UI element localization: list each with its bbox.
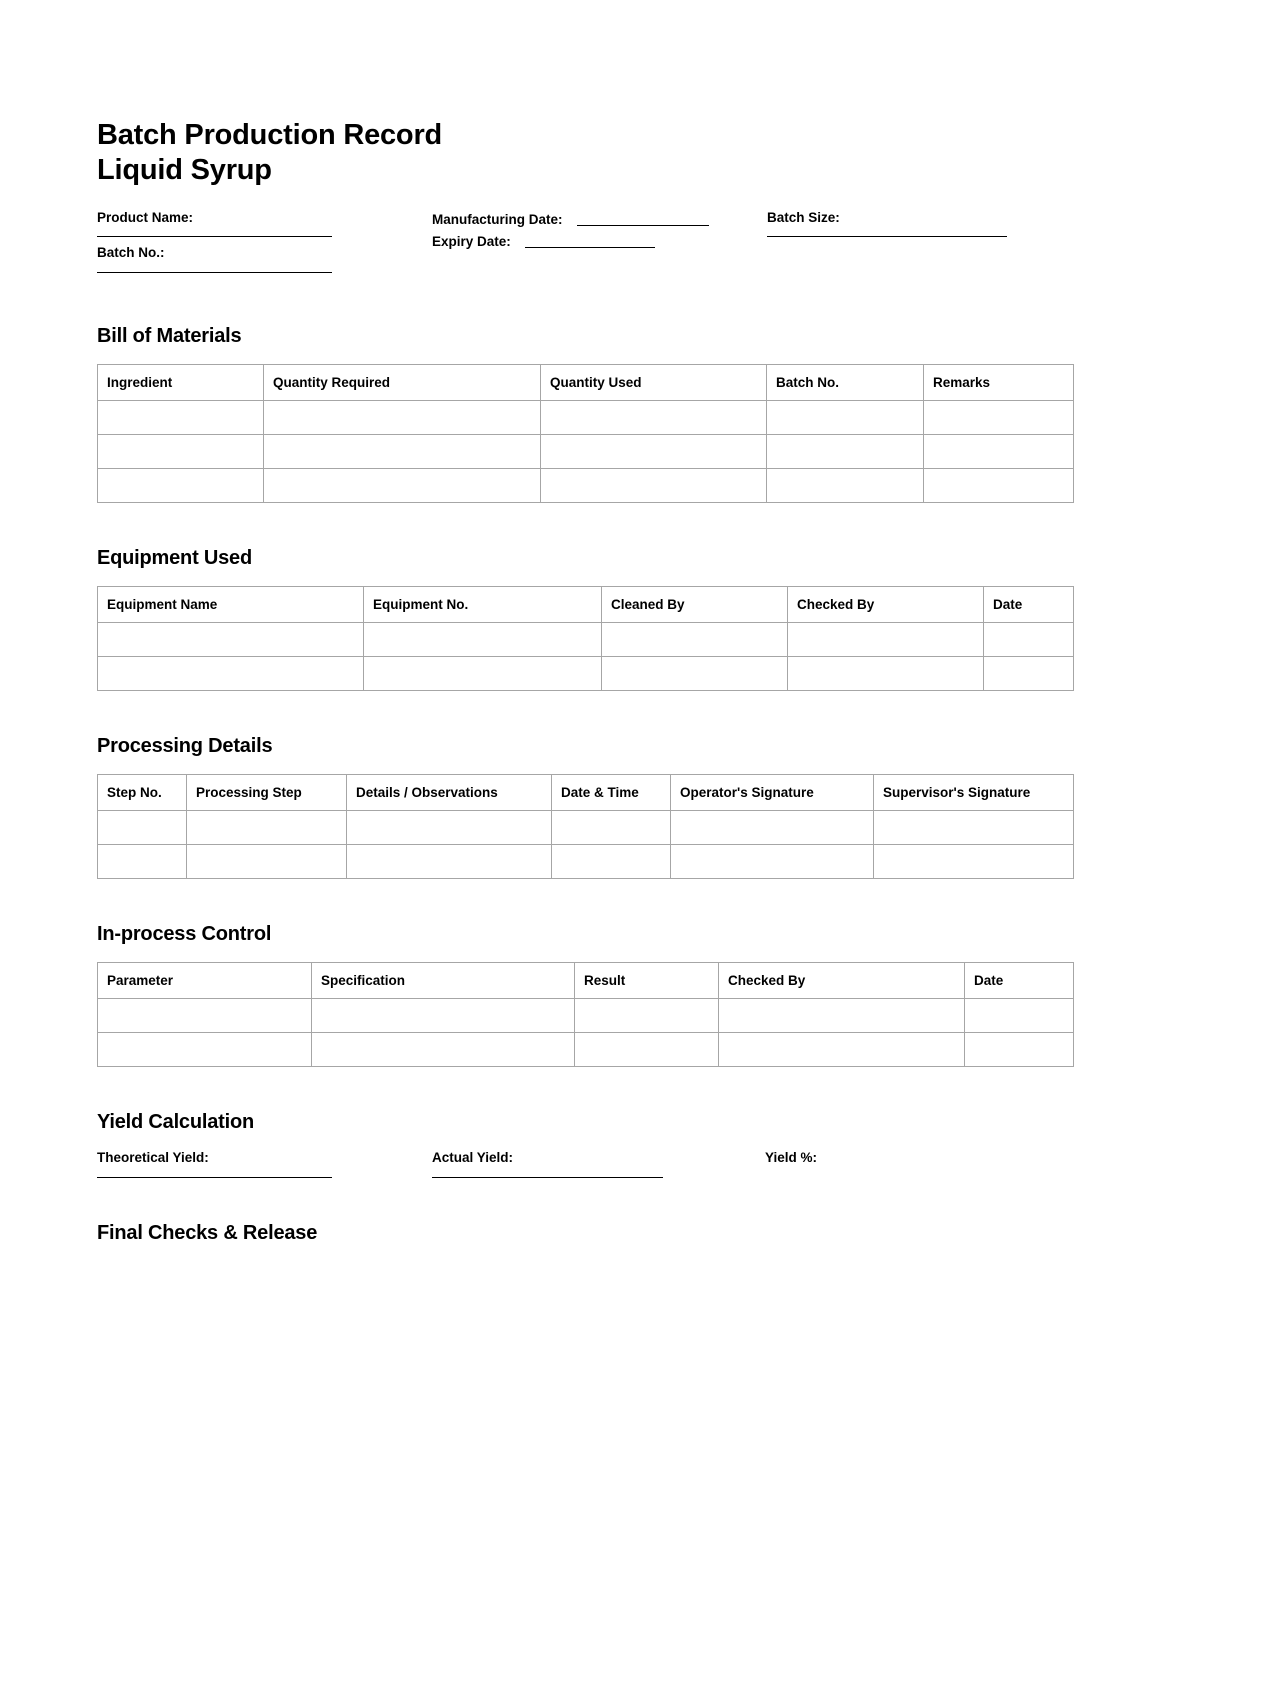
column-header-remarks: Remarks: [924, 365, 1074, 401]
table-row: [98, 811, 1074, 845]
cell-quantity-used[interactable]: [541, 401, 767, 435]
table-row: [98, 435, 1074, 469]
column-header-checked-by: Checked By: [719, 963, 965, 999]
column-header-processing-step: Processing Step: [187, 775, 347, 811]
product-name-label: Product Name:: [97, 209, 194, 225]
column-header-date: Date: [984, 587, 1074, 623]
cell-parameter[interactable]: [98, 999, 312, 1033]
column-header-date-time: Date & Time: [552, 775, 671, 811]
section-heading-bill-of-materials: Bill of Materials: [97, 325, 242, 348]
cell-equipment-no[interactable]: [364, 623, 602, 657]
section-heading-equipment-used: Equipment Used: [97, 547, 252, 570]
cell-specification[interactable]: [312, 999, 575, 1033]
table-header-row: [98, 587, 1074, 623]
processing-details-table: [97, 774, 1074, 879]
cell-remarks[interactable]: [924, 469, 1074, 503]
cell-quantity-required[interactable]: [264, 401, 541, 435]
equipment-used-table: [97, 586, 1074, 691]
cell-checked-by[interactable]: [788, 657, 984, 691]
cell-date[interactable]: [965, 999, 1074, 1033]
theoretical-yield-input-rule[interactable]: [97, 1177, 332, 1178]
actual-yield-label: Actual Yield:: [432, 1150, 514, 1166]
table-row: [98, 1033, 1074, 1067]
batch-size-field[interactable]: [767, 210, 1073, 238]
cell-quantity-used[interactable]: [541, 469, 767, 503]
cell-parameter[interactable]: [98, 1033, 312, 1067]
cell-step-no[interactable]: [98, 845, 187, 879]
batch-size-input-rule[interactable]: [767, 236, 1007, 237]
cell-remarks[interactable]: [924, 401, 1074, 435]
bill-of-materials-table: [97, 364, 1074, 503]
cell-cleaned-by[interactable]: [602, 623, 788, 657]
cell-specification[interactable]: [312, 1033, 575, 1067]
manufacturing-date-input-rule[interactable]: [577, 225, 709, 226]
table-row: [98, 469, 1074, 503]
section-heading-yield-calculation: Yield Calculation: [97, 1111, 255, 1134]
theoretical-yield-field[interactable]: [97, 1150, 432, 1178]
table-header-row: [98, 365, 1074, 401]
batch-no-input-rule[interactable]: [97, 272, 332, 273]
column-header-equipment-no: Equipment No.: [364, 587, 602, 623]
cell-ingredient[interactable]: [98, 401, 264, 435]
table-row: [98, 623, 1074, 657]
cell-batch-no[interactable]: [767, 435, 924, 469]
yield-percent-label: Yield %:: [765, 1150, 818, 1166]
product-name-input-rule[interactable]: [97, 236, 332, 237]
cell-processing-step[interactable]: [187, 811, 347, 845]
yield-percent-field[interactable]: [765, 1150, 1073, 1178]
expiry-date-input-rule[interactable]: [525, 247, 655, 248]
expiry-date-field[interactable]: [432, 232, 767, 252]
cell-batch-no[interactable]: [767, 401, 924, 435]
cell-operator-signature[interactable]: [671, 845, 874, 879]
column-header-date: Date: [965, 963, 1074, 999]
section-heading-final-checks-release: Final Checks & Release: [97, 1222, 318, 1245]
section-heading-in-process-control: In-process Control: [97, 923, 272, 946]
cell-date-time[interactable]: [552, 845, 671, 879]
table-row: [98, 999, 1074, 1033]
column-header-ingredient: Ingredient: [98, 365, 264, 401]
cell-checked-by[interactable]: [719, 1033, 965, 1067]
actual-yield-field[interactable]: [432, 1150, 765, 1178]
cell-batch-no[interactable]: [767, 469, 924, 503]
cell-quantity-required[interactable]: [264, 435, 541, 469]
column-header-result: Result: [575, 963, 719, 999]
column-header-quantity-used: Quantity Used: [541, 365, 767, 401]
table-row: [98, 845, 1074, 879]
in-process-control-table: [97, 962, 1074, 1067]
cell-ingredient[interactable]: [98, 469, 264, 503]
header-column-left: [97, 210, 432, 282]
yield-fields: [97, 1150, 1073, 1178]
manufacturing-date-field[interactable]: [432, 210, 767, 230]
cell-checked-by[interactable]: [788, 623, 984, 657]
cell-equipment-name[interactable]: [98, 657, 364, 691]
cell-details-observations[interactable]: [347, 845, 552, 879]
theoretical-yield-label: Theoretical Yield:: [97, 1150, 209, 1166]
actual-yield-input-rule[interactable]: [432, 1177, 663, 1178]
cell-ingredient[interactable]: [98, 435, 264, 469]
document-title-line-2: Liquid Syrup: [97, 153, 272, 186]
cell-supervisor-signature[interactable]: [874, 811, 1074, 845]
cell-equipment-name[interactable]: [98, 623, 364, 657]
manufacturing-date-label: Manufacturing Date:: [432, 211, 563, 227]
cell-date-time[interactable]: [552, 811, 671, 845]
cell-operator-signature[interactable]: [671, 811, 874, 845]
document-title-line-1: Batch Production Record: [97, 119, 443, 151]
column-header-step-no: Step No.: [98, 775, 187, 811]
cell-quantity-used[interactable]: [541, 435, 767, 469]
cell-checked-by[interactable]: [719, 999, 965, 1033]
expiry-date-label: Expiry Date:: [432, 233, 511, 249]
cell-step-no[interactable]: [98, 811, 187, 845]
batch-no-label: Batch No.:: [97, 245, 165, 261]
column-header-parameter: Parameter: [98, 963, 312, 999]
column-header-details-observations: Details / Observations: [347, 775, 552, 811]
batch-no-field[interactable]: [97, 245, 432, 273]
section-heading-processing-details: Processing Details: [97, 735, 273, 758]
column-header-equipment-name: Equipment Name: [98, 587, 364, 623]
cell-date[interactable]: [984, 657, 1074, 691]
column-header-quantity-required: Quantity Required: [264, 365, 541, 401]
table-row: [98, 401, 1074, 435]
header-column-right: [767, 210, 1073, 282]
product-name-field[interactable]: [97, 210, 432, 238]
column-header-operator-signature: Operator's Signature: [671, 775, 874, 811]
cell-processing-step[interactable]: [187, 845, 347, 879]
cell-date[interactable]: [984, 623, 1074, 657]
cell-supervisor-signature[interactable]: [874, 845, 1074, 879]
document-title: [97, 118, 1073, 188]
cell-cleaned-by[interactable]: [602, 657, 788, 691]
column-header-cleaned-by: Cleaned By: [602, 587, 788, 623]
cell-date[interactable]: [965, 1033, 1074, 1067]
cell-result[interactable]: [575, 999, 719, 1033]
header-fields: [97, 210, 1073, 282]
column-header-specification: Specification: [312, 963, 575, 999]
table-row: [98, 657, 1074, 691]
column-header-batch-no: Batch No.: [767, 365, 924, 401]
cell-details-observations[interactable]: [347, 811, 552, 845]
table-header-row: [98, 775, 1074, 811]
table-header-row: [98, 963, 1074, 999]
cell-result[interactable]: [575, 1033, 719, 1067]
cell-remarks[interactable]: [924, 435, 1074, 469]
cell-quantity-required[interactable]: [264, 469, 541, 503]
header-column-middle: [432, 210, 767, 282]
batch-size-label: Batch Size:: [767, 209, 840, 225]
cell-equipment-no[interactable]: [364, 657, 602, 691]
column-header-checked-by: Checked By: [788, 587, 984, 623]
column-header-supervisor-signature: Supervisor's Signature: [874, 775, 1074, 811]
